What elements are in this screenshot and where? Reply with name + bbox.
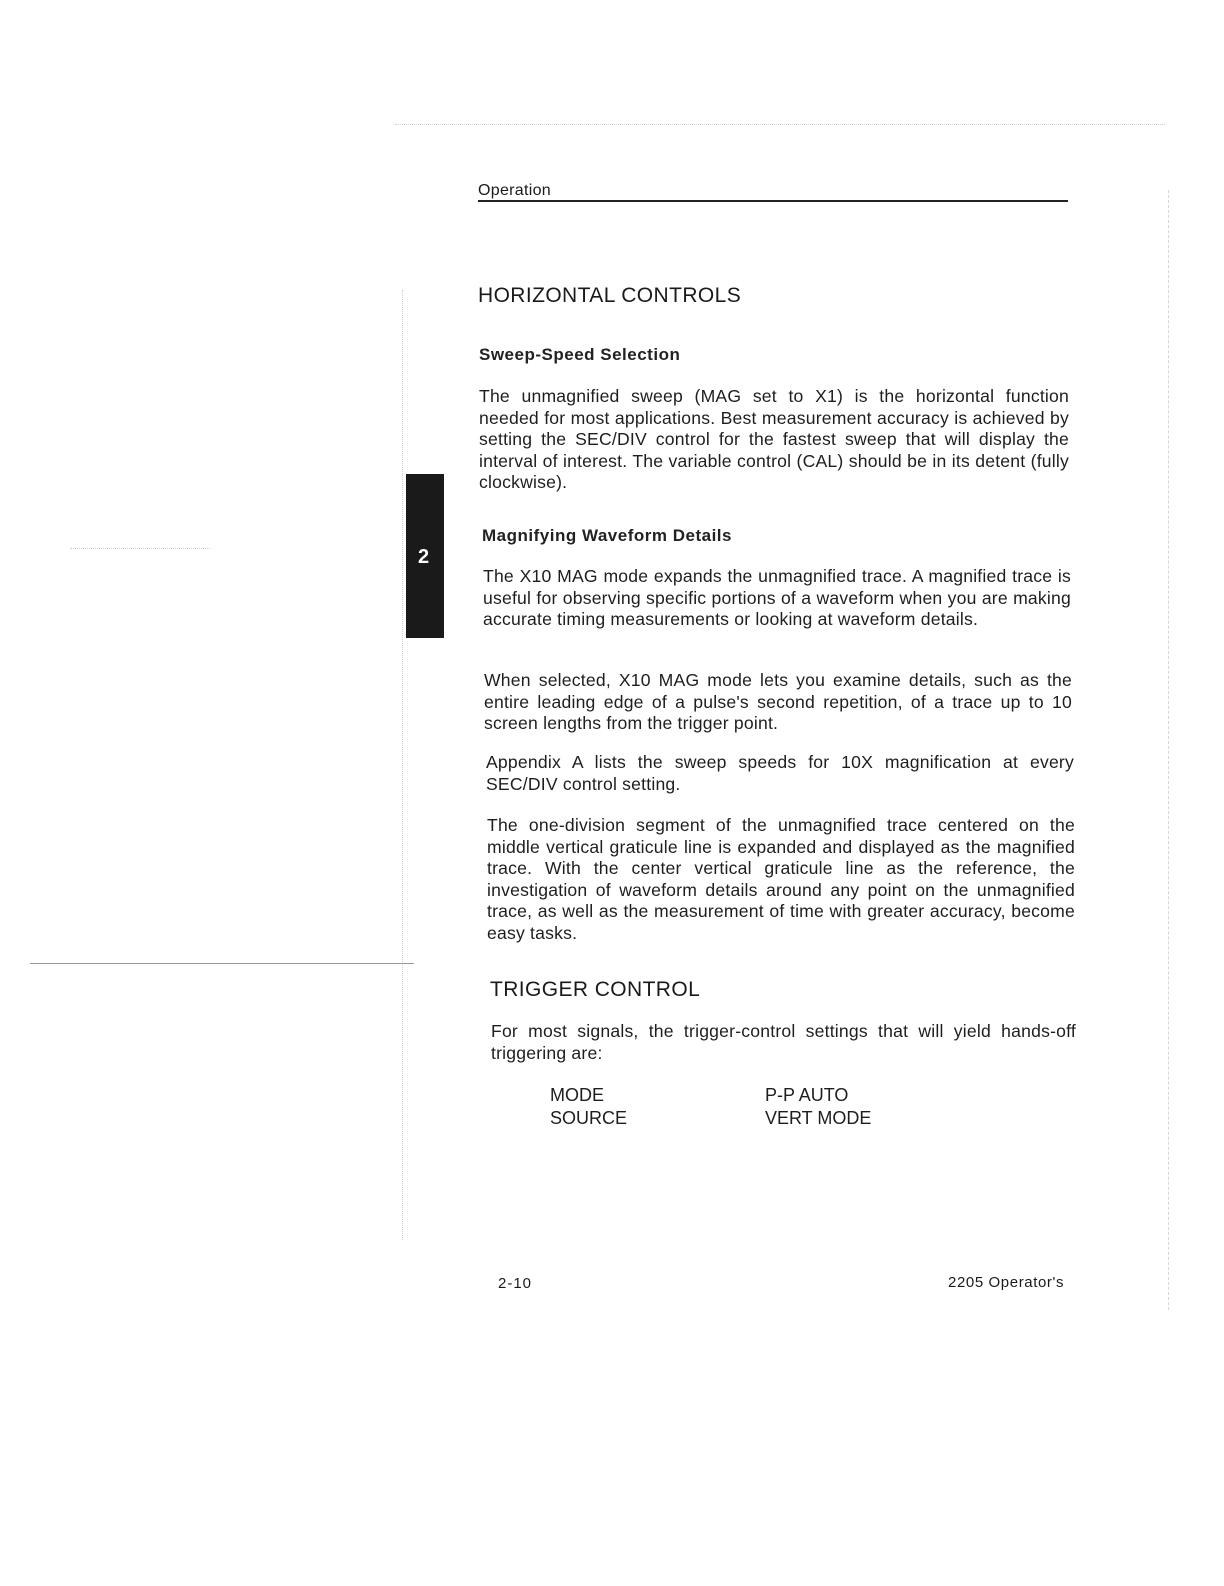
section-title-horizontal-controls: HORIZONTAL CONTROLS (478, 284, 742, 307)
paragraph-sweep-speed: The unmagnified sweep (MAG set to X1) is the horizontal function needed for most applications. Best measurement accuracy is achieved by setting the SEC/DIV control for the fastest sweep that will display the interval of interest. The variable control (CAL) should be in its detent (fully clockwise). (479, 386, 1069, 492)
paragraph-magnifying-2: When selected, X10 MAG mode lets you examine details, such as the entire leading edge of a pulse's second repetition, of a trace up to 10 screen lengths from the trigger point. (484, 670, 1072, 733)
settings-row (550, 1084, 910, 1107)
scan-artifact-dots (70, 548, 210, 549)
settings-row (550, 1107, 910, 1130)
header-rule (478, 200, 1068, 202)
setting-value: VERT MODE (765, 1108, 872, 1128)
paragraph-magnifying-1: The X10 MAG mode expands the unmagnified trace. A magnified trace is useful for observing specific portions of a waveform when you are making accurate timing measurements or looking at waveform details. (483, 566, 1071, 629)
running-header: Operation (478, 182, 551, 199)
section-title-trigger-control: TRIGGER CONTROL (490, 978, 701, 1001)
chapter-tab-number: 2 (418, 546, 430, 568)
scan-artifact-right-edge (1168, 190, 1169, 1310)
subheading-magnifying: Magnifying Waveform Details (482, 526, 732, 545)
manual-title: 2205 Operator's (948, 1274, 1065, 1291)
scan-artifact-left-edge (402, 290, 403, 1240)
chapter-tab (406, 474, 444, 638)
setting-name: SOURCE (550, 1108, 628, 1128)
paragraph-trigger-intro: For most signals, the trigger-control settings that will yield hands-off triggering are: (491, 1021, 1076, 1063)
paragraph-magnifying-4: The one-division segment of the unmagnified trace centered on the middle vertical graticule line is expanded and displayed as the magnified trace. With the center vertical graticule line as the reference, the investigation of waveform details around any point on the unmagnified trace, as well as the measurement of time with greater accuracy, become easy tasks. (487, 815, 1075, 943)
setting-value: P-P AUTO (765, 1085, 849, 1105)
subheading-sweep-speed: Sweep-Speed Selection (479, 345, 681, 364)
setting-name: MODE (550, 1085, 604, 1105)
trigger-settings-list (550, 1084, 910, 1130)
scan-artifact-top (395, 124, 1165, 125)
scan-artifact-horizontal-line (30, 963, 414, 964)
paragraph-magnifying-3: Appendix A lists the sweep speeds for 10X magnification at every SEC/DIV control setting. (486, 752, 1074, 794)
page-number: 2-10 (498, 1275, 533, 1292)
